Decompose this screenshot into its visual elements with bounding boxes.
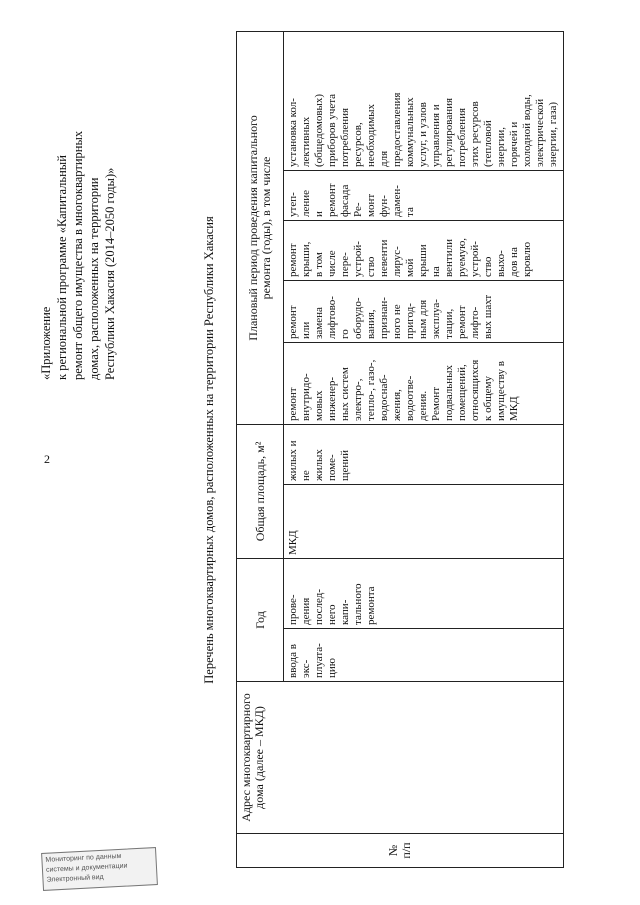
list-title: Перечень многоквартирных домов, расположенных на территории Республики Хакасия xyxy=(202,216,216,684)
header-address: Адрес многоквартирного дома (далее – МКД) xyxy=(237,682,564,834)
header-plan-engineering: ремонт внутридо- мовых инженер- ных систем электро-, тепло-, газо-, водоснаб- жения, водоотве- дения. Ремонт подвальных помещений, относящихся к общему имуществу в МКД xyxy=(284,342,564,424)
header-plan-meters: установка кол- лективных (общедомовых) приборов учета потребления ресурсов, необходимых для предоставления коммунальных услуг, и узлов управления и регулирования потребления этих ресурсов (тепловой энергии, горячей и холодной воды, электрической энергии, газа) xyxy=(284,31,564,170)
mkd-table xyxy=(236,31,564,868)
header-year-commission: ввода в экс- плуата- цию xyxy=(284,629,564,682)
appendix-line: Республики Хакасия (2014–2050 годы)» xyxy=(103,167,117,380)
document-stamp: Мониторинг по данным системы и документации Электронный вид xyxy=(41,847,158,891)
header-plan-period: Плановый период проведения капитального ремонта (годы), в том числе xyxy=(237,31,284,424)
header-number: № п/п xyxy=(237,834,564,868)
header-area: Общая площадь, м² xyxy=(237,424,284,558)
appendix-header xyxy=(38,40,118,380)
header-plan-facade: утеп- ление и ремонт фасада Ре- монт фун- дамен- та xyxy=(284,170,564,220)
header-plan-elevator: ремонт или замена лифтово- го оборудо- вания, признан- ного не пригод- ным для эксплуа- тации, ремонт лифто- вых шахт xyxy=(284,280,564,342)
appendix-line: ремонт общего имущества в многоквартирных xyxy=(71,130,85,380)
header-year: Год xyxy=(237,559,284,682)
appendix-line: к региональной программе «Капитальный xyxy=(55,155,69,380)
header-year-last-repair: прове- дения послед- него капи- тального ремонта xyxy=(284,559,564,629)
page-number: 2 xyxy=(44,452,50,466)
header-area-premises: жилых и не жилых поме- щений xyxy=(284,424,564,484)
appendix-line: «Приложение xyxy=(39,306,53,380)
header-area-mkd: МКД xyxy=(284,485,564,559)
header-plan-roof: ремонт крыши, в том числе пере- устрой- ство невенти лирус- мой крыши на вентили руемую, устрой- ство выхо- дов на кровлю xyxy=(284,220,564,280)
appendix-line: домах, расположенных на территории xyxy=(87,177,101,380)
rotated-page-content xyxy=(18,20,618,880)
